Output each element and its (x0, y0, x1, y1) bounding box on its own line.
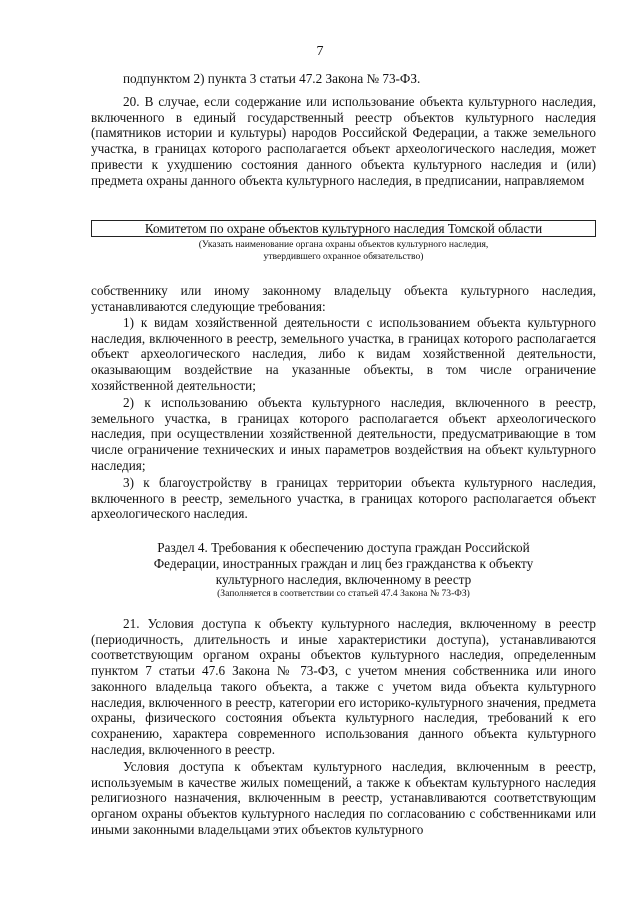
requirement-1: 1) к видам хозяйственной деятельности с использованием объекта культурного наследия, включенного в реестр, земельного участка, в границах которого располагается объект археологического наследия, либо к видам хозяйственной деятельности, оказывающим воздействие на указанные объекты, в том числе ограничение хозяйственной деятельности; (91, 315, 596, 393)
paragraph-20: 20. В случае, если содержание или использование объекта культурного наследия, включенного в единый государственный реестр объектов культурного наследия (памятников истории и культуры) народов Российской Федерации, а также земельного участка, в границах которого располагается объект археологического наследия, может привести к ухудшению состояния данного объекта культурного наследия и (или) предмета охраны данного объекта культурного наследия, в предписании, направляемом (91, 94, 596, 188)
paragraph-continuation: подпунктом 2) пункта 3 статьи 47.2 Закона № 73-ФЗ. (123, 71, 421, 86)
requirement-3: 3) к благоустройству в границах территории объекта культурного наследия, включенного в реестр, земельного участка, в границах которого располагается объект археологического наследия. (91, 475, 596, 522)
requirement-2: 2) к использованию объекта культурного наследия, включенного в реестр, земельного участка, в границах которого располагается объект археологического наследия, при осуществлении хозяйственной деятельности, предусматривающие в том числе ограничение технических и иных параметров воздействия на объект культурного наследия; (91, 395, 596, 473)
paragraph-21-continued: Условия доступа к объектам культурного наследия, включенным в реестр, используемым в качестве жилых помещений, а также к объектам культурного наследия религиозного назначения, включенным в реестр, устанавливаются соответствующим органом охраны объектов культурного наследия по согласованию с собственниками или иными законными владельцами этих объектов культурного (91, 759, 596, 837)
paragraph-owner: собственнику или иному законному владельцу объекта культурного наследия, устанавливаются следующие требования: (91, 283, 596, 314)
authority-name-box: Комитетом по охране объектов культурного наследия Томской области (91, 220, 596, 237)
section-4-title-line2: Федерации, иностранных граждан и лиц без гражданства к объекту (153, 556, 534, 571)
paragraph-21: 21. Условия доступа к объекту культурного наследия, включенному в реестр (периодичность, длительность и иные характеристики доступа), устанавливаются соответствующим органом охраны объектов культурного наследия, определенным пунктом 7 статьи 47.6 Закона № 73-ФЗ, с учетом мнения собственника или иного законного владельца такого объекта, а также с учетом вида объекта культурного наследия, включенного в реестр, категории его историко-культурного значения, предмета охраны, физического состояния объекта культурного наследия, требований к его сохранению, характера современного использования данного объекта культурного наследия, включенного в реестр. (91, 616, 596, 757)
section-4-note: (Заполняется в соответствии со статьей 47.4 Закона № 73-ФЗ) (217, 588, 470, 599)
authority-note-line1: (Указать наименование органа охраны объектов культурного наследия, (198, 239, 489, 250)
section-4-title-line3: культурного наследия, включенному в реестр (215, 572, 472, 587)
authority-note-line2: утвердившего охранное обязательство) (263, 251, 424, 262)
page-number: 7 (316, 44, 324, 59)
section-4-title-line1: Раздел 4. Требования к обеспечению доступа граждан Российской (157, 540, 530, 555)
